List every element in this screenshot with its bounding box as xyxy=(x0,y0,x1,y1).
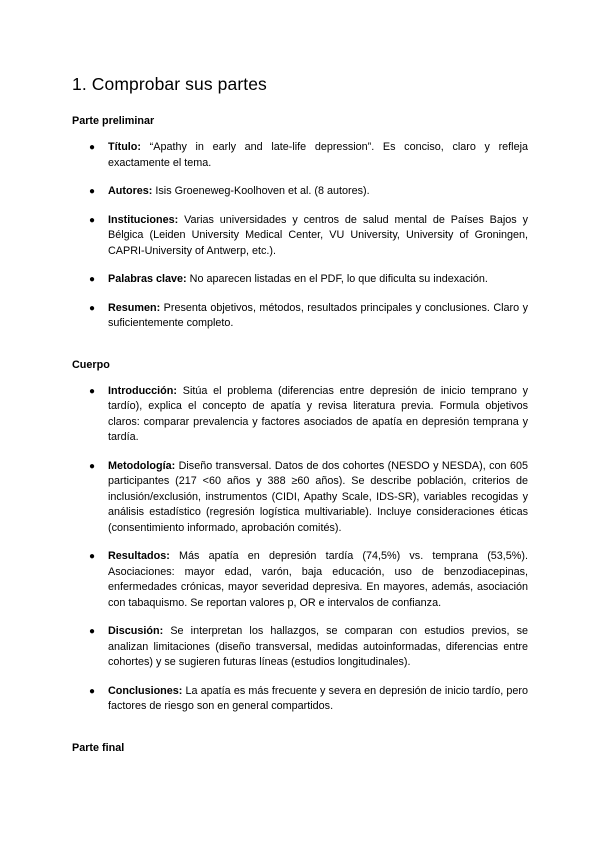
list-item: ● Autores: Isis Groeneweg-Koolhoven et al. (8 autores). xyxy=(72,184,528,200)
bullet-icon: ● xyxy=(89,385,96,397)
bullet-icon: ● xyxy=(89,551,96,562)
list-item: ● Instituciones: Varias universidades y centros de salud mental de Países Bajos y Bélgica (Leiden University Medical Center, VU University, University of Groningen, CAPRI-University of Antwerp, etc.). xyxy=(89,213,528,257)
list-item: ● Conclusiones: La apatía es más frecuente y severa en depresión de inicio tardío, pero factores de riesgo son en general compartidos. xyxy=(89,684,528,712)
bullet-icon: ● xyxy=(89,460,96,472)
bullet-icon: ● xyxy=(89,214,96,226)
section-heading-preliminar: Parte preliminar xyxy=(72,115,155,127)
bullet-icon: ● xyxy=(89,626,96,637)
preliminar-list xyxy=(72,140,528,332)
page-title: 1. Comprobar sus partes xyxy=(72,74,267,94)
list-item: ● Resumen: Presenta objetivos, métodos, resultados principales y conclusiones. Claro y suficientemente completo. xyxy=(89,301,529,329)
bullet-icon: ● xyxy=(89,186,96,197)
section-heading-final: Parte final xyxy=(72,741,125,754)
list-item: ● Título: “Apathy in early and late-life depression”. Es conciso, claro y refleja exactamente el tema. xyxy=(89,141,528,169)
list-item: ● Metodología: Diseño transversal. Datos de dos cohortes (NESDO y NESDA), con 605 participantes (217 <60 años y 388 ≥60 años). Se describe población, criterios de inclusión/exclusión, instrumentos (CIDI, Apathy Scale, IDS-SR), variables recogidas y análisis estadístico (regresión logística multivariable). Incluye consideraciones éticas (consentimiento informado, aprobación comités). xyxy=(89,459,528,534)
list-item: ● Resultados: Más apatía en depresión tardía (74,5%) vs. temprana (53,5%). Asociaciones: mayor edad, varón, baja educación, uso de benzodiacepinas, enfermedades crónicas, mayor severidad depresiva. En mayores, además, asociación con tabaquismo. Se reportan valores p, OR e intervalos de confianza. xyxy=(89,550,528,609)
cuerpo-list xyxy=(72,384,528,715)
bullet-icon: ● xyxy=(89,685,96,697)
bullet-icon: ● xyxy=(89,142,96,153)
bullet-icon: ● xyxy=(89,274,96,285)
list-item: ● Palabras clave: No aparecen listadas en el PDF, lo que dificulta su indexación. xyxy=(72,272,528,288)
section-heading-cuerpo: Cuerpo xyxy=(72,358,110,371)
list-item: ● Discusión: Se interpretan los hallazgos, se comparan con estudios previos, se analizan limitaciones (diseño transversal, medidas autoinformadas, diferencias entre cohortes) y se sugieren futuras líneas (estudios longitudinales). xyxy=(89,625,528,668)
list-item: ● Introducción: Sitúa el problema (diferencias entre depresión de inicio temprano y tardío), explica el concepto de apatía y revisa literatura previa. Formula objetivos claros: comparar prevalencia y factores asociados de apatía en depresión temprana y tardía. xyxy=(89,384,528,443)
bullet-icon: ● xyxy=(89,302,96,314)
